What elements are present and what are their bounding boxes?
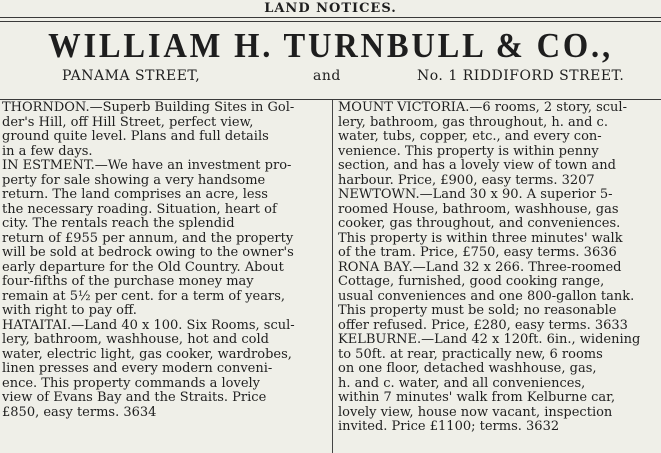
left-column-text-line: remain at 5½ per cent. for a term of years,: [2, 289, 285, 304]
left-column: [2, 101, 327, 420]
right-column-text-line: of the tram. Price, £750, easy terms. 3636: [338, 246, 617, 260]
address-left: PANAMA STREET,: [62, 68, 201, 84]
right-column-text-line: KELBURNE.—Land 42 x 120ft. 6in., widening: [338, 333, 641, 347]
section-heading: LAND NOTICES.: [264, 1, 397, 16]
left-column-text-line: view of Evans Bay and the Straits. Price: [2, 391, 267, 405]
right-column-text-line: harbour. Price, £900, easy terms. 3207: [338, 173, 595, 188]
left-column-text-line: ground quite level. Plans and full details: [2, 130, 269, 144]
left-column-text-line: the necessary roading. Situation, heart of: [2, 202, 277, 217]
right-column-text-line: offer refused. Price, £280, easy terms. 3633: [338, 318, 628, 333]
left-column-text-line: with right to pay off.: [2, 304, 137, 318]
right-column-text-line: invited. Price £1100; terms. 3632: [338, 420, 560, 434]
right-column-text-line: lery, bathroom, gas throughout, h. and c.: [338, 115, 608, 130]
address-middle: and: [313, 68, 341, 84]
right-column-text-line: This property is within three minutes' walk: [338, 231, 623, 246]
left-column-text-line: four-fifths of the purchase money may: [2, 275, 254, 289]
column-divider: [332, 100, 333, 453]
right-column-text-line: to 50ft. at rear, practically new, 6 rooms: [338, 347, 603, 362]
left-column-text-line: ence. This property commands a lovely: [2, 376, 261, 391]
left-column-text-line: perty for sale showing a very handsome: [2, 173, 266, 188]
right-column-text-line: section, and has a lovely view of town and: [338, 159, 616, 173]
right-column-text-line: MOUNT VICTORIA.—6 rooms, 2 story, scul-: [338, 101, 627, 115]
left-column-text-line: water, electric light, gas cooker, wardrobes,: [2, 347, 292, 362]
right-column-text-line: roomed House, bathroom, washhouse, gas: [338, 202, 619, 217]
right-column-text-line: lovely view, house now vacant, inspection: [338, 405, 613, 420]
left-column-text-line: will be sold at bedrock owing to the owner's: [2, 246, 294, 260]
right-column-text-line: RONA BAY.—Land 32 x 266. Three-roomed: [338, 260, 622, 275]
right-column-text-line: venience. This property is within penny: [338, 144, 599, 159]
right-column-text-line: This property must be sold; no reasonable: [338, 304, 617, 318]
masthead-rule: [0, 99, 661, 100]
left-column-text-line: return of £955 per annum, and the property: [2, 231, 294, 246]
left-column-text-line: HATAITAI.—Land 40 x 100. Six Rooms, scul-: [2, 318, 295, 333]
left-column-text-line: lery, bathroom, washhouse, hot and cold: [2, 333, 269, 347]
heading-rule-top: [0, 17, 661, 18]
left-column-text-line: linen presses and every modern conveni-: [2, 362, 273, 376]
heading-rule-bottom: [0, 21, 661, 22]
left-column-text-line: IN ESTMENT.—We have an investment pro-: [2, 159, 292, 173]
right-column-text-line: on one floor, detached washhouse, gas,: [338, 362, 597, 376]
left-column-text-line: return. The land comprises an acre, less: [2, 188, 268, 202]
left-column-text-line: early departure for the Old Country. About: [2, 260, 284, 275]
address-row: [0, 66, 661, 86]
right-column-text-line: Cottage, furnished, good cooking range,: [338, 275, 605, 289]
left-column-text-line: THORNDON.—Superb Building Sites in Gol-: [2, 101, 295, 115]
right-column-text-line: h. and c. water, and all conveniences,: [338, 376, 586, 391]
right-column-text-line: cooker, gas throughout, and conveniences.: [338, 217, 621, 231]
right-column-text-line: water, tubs, copper, etc., and every con-: [338, 130, 602, 144]
right-column-text-line: usual conveniences and one 800-gallon tank.: [338, 289, 635, 304]
right-column-text-line: NEWTOWN.—Land 30 x 90. A superior 5-: [338, 188, 613, 202]
firm-name: WILLIAM H. TURNBULL & CO.,: [48, 26, 613, 65]
right-column: [338, 101, 658, 435]
left-column-text-line: £850, easy terms. 3634: [2, 405, 157, 420]
left-column-text-line: city. The rentals reach the splendid: [2, 217, 235, 231]
left-column-text-line: der's Hill, off Hill Street, perfect view,: [2, 115, 254, 130]
address-right: No. 1 RIDDIFORD STREET.: [417, 68, 625, 84]
right-column-text-line: within 7 minutes' walk from Kelburne car,: [338, 391, 616, 405]
left-column-text-line: in a few days.: [2, 144, 93, 159]
